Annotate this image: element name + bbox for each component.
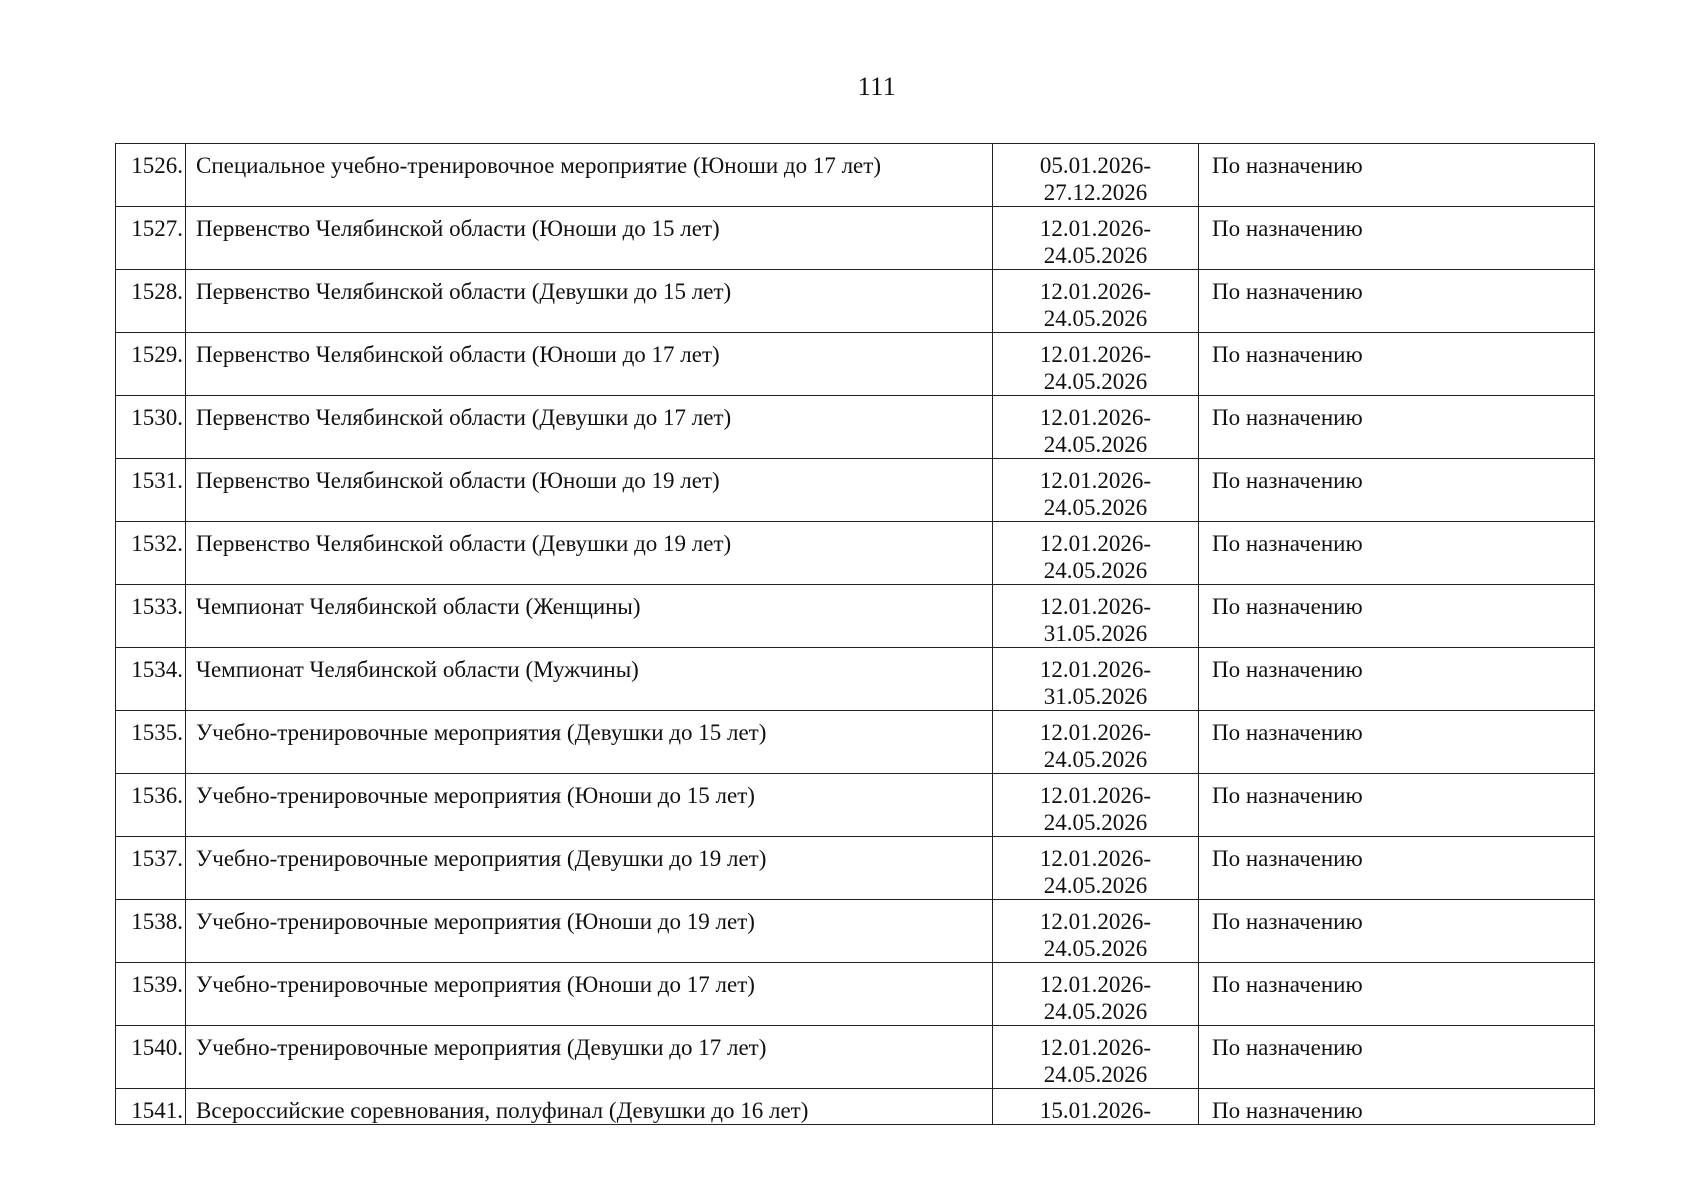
event-name: Чемпионат Челябинской области (Мужчины) <box>186 648 993 711</box>
event-dates <box>993 522 1199 585</box>
date-end: 31.05.2026 <box>1043 684 1148 709</box>
row-number: 1527. <box>116 207 186 270</box>
event-name: Первенство Челябинской области (Юноши до 19 лет) <box>186 459 993 522</box>
date-start: 12.01.2026- <box>1039 909 1152 934</box>
table-row <box>116 396 1595 459</box>
event-place: По назначению <box>1199 585 1595 648</box>
event-dates <box>993 459 1199 522</box>
date-end: 24.05.2026 <box>1043 369 1148 394</box>
table-row <box>116 648 1595 711</box>
table-row <box>116 333 1595 396</box>
event-place: По назначению <box>1199 963 1595 1026</box>
event-dates <box>993 837 1199 900</box>
date-end: 24.05.2026 <box>1043 495 1148 520</box>
date-start: 12.01.2026- <box>1039 783 1152 808</box>
events-table-body <box>116 144 1595 1125</box>
date-end: 24.05.2026 <box>1043 873 1148 898</box>
event-place: По назначению <box>1199 270 1595 333</box>
event-name: Чемпионат Челябинской области (Женщины) <box>186 585 993 648</box>
event-place: По назначению <box>1199 900 1595 963</box>
event-name: Учебно-тренировочные мероприятия (Юноши до 17 лет) <box>186 963 993 1026</box>
table-row <box>116 1026 1595 1089</box>
event-place: По назначению <box>1199 774 1595 837</box>
row-number: 1529. <box>116 333 186 396</box>
event-name: Специальное учебно-тренировочное мероприятие (Юноши до 17 лет) <box>186 144 993 207</box>
table-row <box>116 837 1595 900</box>
event-name: Учебно-тренировочные мероприятия (Девушки до 17 лет) <box>186 1026 993 1089</box>
date-end: 24.05.2026 <box>1043 1062 1148 1087</box>
event-dates <box>993 333 1199 396</box>
row-number: 1535. <box>116 711 186 774</box>
date-start: 15.01.2026- <box>1039 1098 1152 1123</box>
event-name: Всероссийские соревнования, полуфинал (Девушки до 16 лет) <box>186 1089 993 1125</box>
event-dates <box>993 144 1199 207</box>
event-dates <box>993 1026 1199 1089</box>
row-number: 1531. <box>116 459 186 522</box>
table-row <box>116 963 1595 1026</box>
date-end: 24.05.2026 <box>1043 999 1148 1024</box>
row-number: 1538. <box>116 900 186 963</box>
event-name: Первенство Челябинской области (Девушки до 17 лет) <box>186 396 993 459</box>
row-number: 1528. <box>116 270 186 333</box>
table-row <box>116 711 1595 774</box>
event-name: Учебно-тренировочные мероприятия (Девушки до 15 лет) <box>186 711 993 774</box>
event-place: По назначению <box>1199 207 1595 270</box>
event-dates <box>993 396 1199 459</box>
date-end: 24.05.2026 <box>1043 306 1148 331</box>
row-number: 1537. <box>116 837 186 900</box>
date-start: 12.01.2026- <box>1039 846 1152 871</box>
row-number: 1532. <box>116 522 186 585</box>
event-place: По назначению <box>1199 711 1595 774</box>
date-start: 12.01.2026- <box>1039 216 1152 241</box>
row-number: 1526. <box>116 144 186 207</box>
date-end: 24.05.2026 <box>1043 432 1148 457</box>
table-row <box>116 522 1595 585</box>
date-end: 24.05.2026 <box>1043 810 1148 835</box>
date-start: 12.01.2026- <box>1039 720 1152 745</box>
event-place: По назначению <box>1199 837 1595 900</box>
event-name: Первенство Челябинской области (Юноши до 15 лет) <box>186 207 993 270</box>
table-row <box>116 900 1595 963</box>
event-dates <box>993 585 1199 648</box>
date-end: 24.05.2026 <box>1043 243 1148 268</box>
date-start: 12.01.2026- <box>1039 657 1152 682</box>
event-place: По назначению <box>1199 396 1595 459</box>
date-end: 24.05.2026 <box>1043 936 1148 961</box>
page-number: 111 <box>857 72 897 101</box>
event-place: По назначению <box>1199 1026 1595 1089</box>
table-row <box>116 1089 1595 1125</box>
row-number: 1533. <box>116 585 186 648</box>
date-start: 12.01.2026- <box>1039 972 1152 997</box>
table-row <box>116 207 1595 270</box>
events-table <box>115 143 1595 1125</box>
event-dates <box>993 900 1199 963</box>
event-dates <box>993 963 1199 1026</box>
event-name: Первенство Челябинской области (Девушки до 19 лет) <box>186 522 993 585</box>
row-number: 1540. <box>116 1026 186 1089</box>
date-start: 12.01.2026- <box>1039 594 1152 619</box>
date-start: 05.01.2026- <box>1039 153 1152 178</box>
row-number: 1539. <box>116 963 186 1026</box>
event-dates <box>993 270 1199 333</box>
event-dates <box>993 648 1199 711</box>
table-row <box>116 459 1595 522</box>
event-place: По назначению <box>1199 333 1595 396</box>
date-end: 31.05.2026 <box>1043 621 1148 646</box>
event-dates <box>993 711 1199 774</box>
table-row <box>116 270 1595 333</box>
row-number: 1534. <box>116 648 186 711</box>
event-dates <box>993 774 1199 837</box>
event-name: Учебно-тренировочные мероприятия (Девушки до 19 лет) <box>186 837 993 900</box>
table-row <box>116 144 1595 207</box>
date-start: 12.01.2026- <box>1039 405 1152 430</box>
date-start: 12.01.2026- <box>1039 342 1152 367</box>
event-name: Первенство Челябинской области (Девушки до 15 лет) <box>186 270 993 333</box>
event-name: Первенство Челябинской области (Юноши до 17 лет) <box>186 333 993 396</box>
date-end: 24.05.2026 <box>1043 747 1148 772</box>
date-end: 27.12.2026 <box>1043 180 1148 205</box>
event-name: Учебно-тренировочные мероприятия (Юноши до 15 лет) <box>186 774 993 837</box>
date-start: 12.01.2026- <box>1039 1035 1152 1060</box>
date-start: 12.01.2026- <box>1039 468 1152 493</box>
row-number: 1541. <box>116 1089 186 1125</box>
event-dates <box>993 207 1199 270</box>
table-row <box>116 774 1595 837</box>
row-number: 1536. <box>116 774 186 837</box>
date-end: 24.05.2026 <box>1043 558 1148 583</box>
row-number: 1530. <box>116 396 186 459</box>
event-name: Учебно-тренировочные мероприятия (Юноши до 19 лет) <box>186 900 993 963</box>
event-place: По назначению <box>1199 459 1595 522</box>
event-place: По назначению <box>1199 1089 1595 1125</box>
event-place: По назначению <box>1199 648 1595 711</box>
date-start: 12.01.2026- <box>1039 279 1152 304</box>
table-row <box>116 585 1595 648</box>
event-place: По назначению <box>1199 522 1595 585</box>
event-dates <box>993 1089 1199 1125</box>
date-start: 12.01.2026- <box>1039 531 1152 556</box>
event-place: По назначению <box>1199 144 1595 207</box>
